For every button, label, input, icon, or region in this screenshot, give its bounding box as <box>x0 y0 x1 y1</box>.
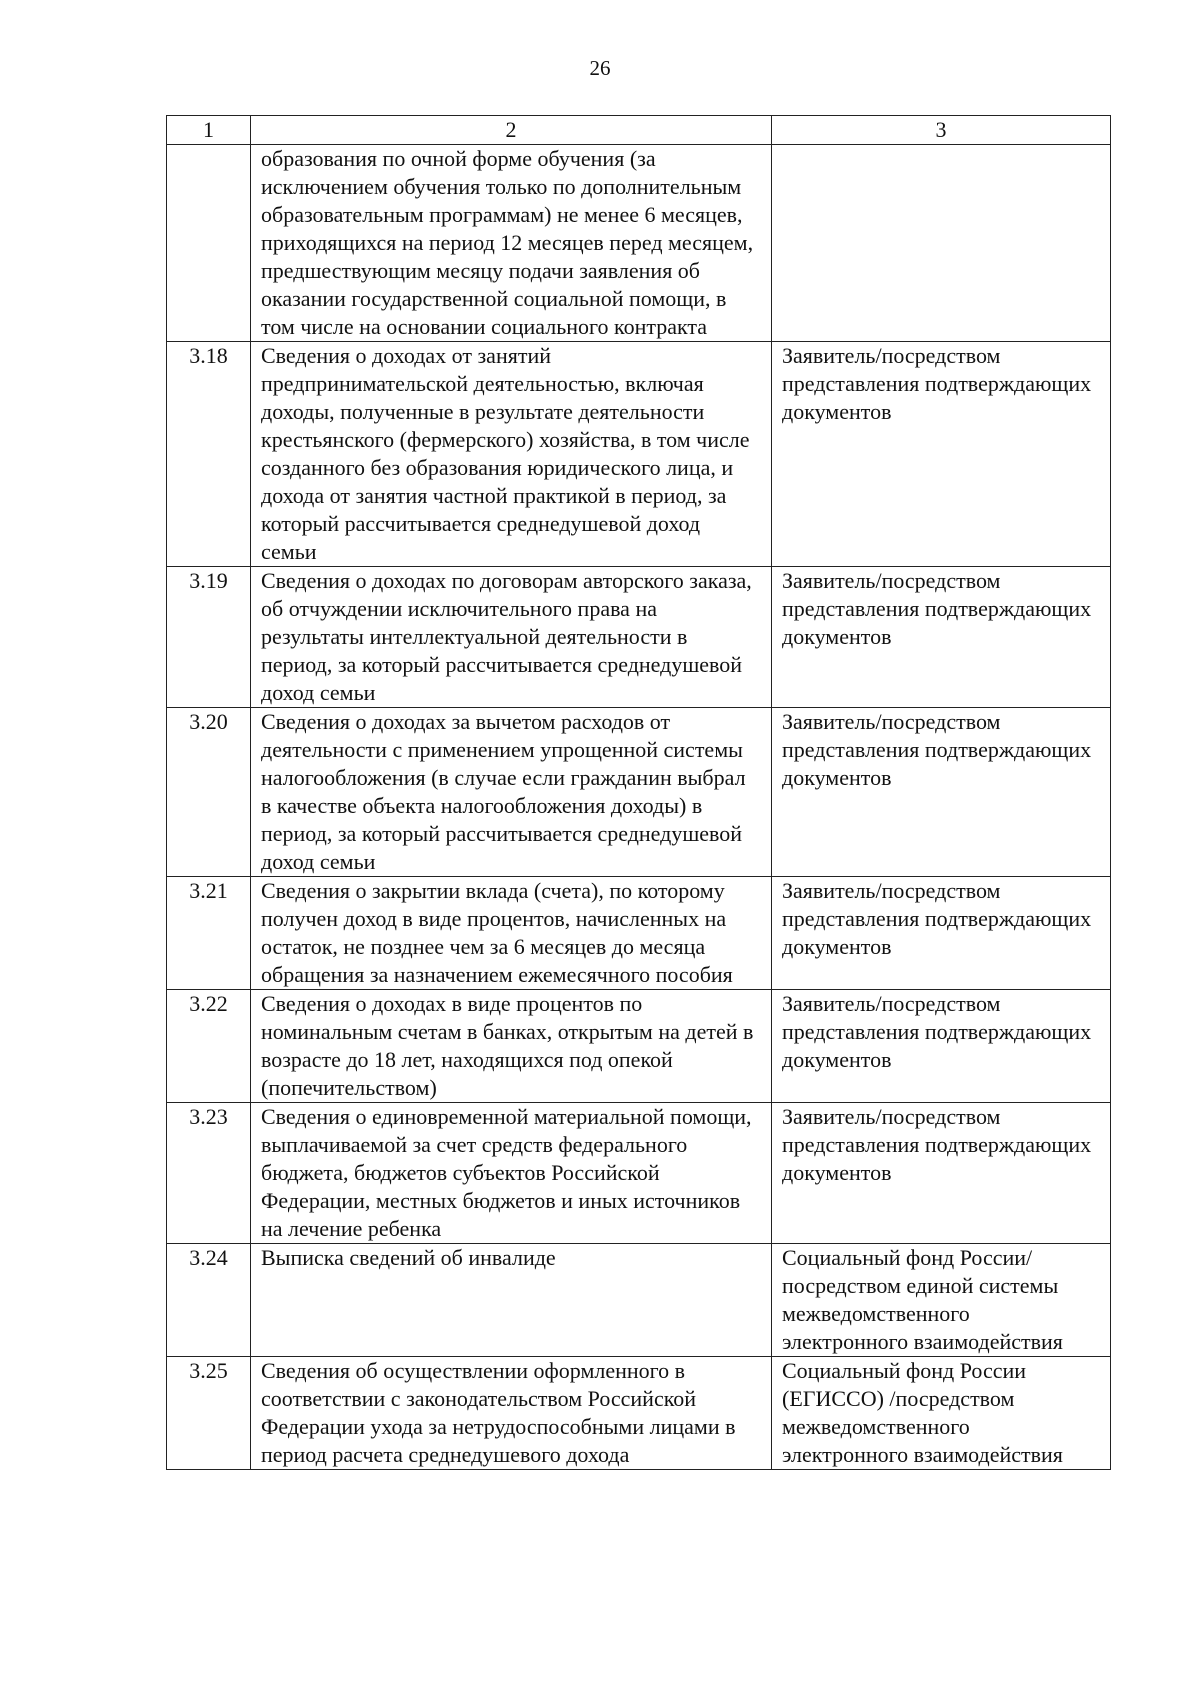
table-row <box>167 708 1111 877</box>
documents-table <box>166 115 1111 1470</box>
table-row <box>167 342 1111 567</box>
table-row <box>167 567 1111 708</box>
row-number: 3.23 <box>167 1103 251 1244</box>
row-description: Сведения о доходах от занятий предпринимательской деятельностью, включая доходы, полученные в результате деятельности крестьянского (фермерского) хозяйства, в том числе созданного без образования юридического лица, и дохода от занятия частной практикой в период, за который рассчитывается среднедушевой доход семьи <box>251 342 772 567</box>
row-number: 3.19 <box>167 567 251 708</box>
table-row <box>167 145 1111 342</box>
row-source: Заявитель/посредством представления подтверждающих документов <box>772 877 1111 990</box>
column-header-1: 1 <box>167 116 251 145</box>
row-description: Выписка сведений об инвалиде <box>251 1244 772 1357</box>
row-number: 3.24 <box>167 1244 251 1357</box>
row-number: 3.22 <box>167 990 251 1103</box>
row-description: Сведения о доходах по договорам авторского заказа, об отчуждении исключительного права на результаты интеллектуальной деятельности в период, за который рассчитывается среднедушевой доход семьи <box>251 567 772 708</box>
row-source: Заявитель/посредством представления подтверждающих документов <box>772 567 1111 708</box>
table-header <box>167 116 1111 145</box>
row-source: Социальный фонд России (ЕГИССО) /посредством межведомственного электронного взаимодействия <box>772 1357 1111 1470</box>
column-header-3: 3 <box>772 116 1111 145</box>
row-number: 3.20 <box>167 708 251 877</box>
row-number: 3.25 <box>167 1357 251 1470</box>
row-number: 3.18 <box>167 342 251 567</box>
row-description: Сведения об осуществлении оформленного в соответствии с законодательством Российской Федерации ухода за нетрудоспособными лицами в период расчета среднедушевого дохода <box>251 1357 772 1470</box>
row-source: Заявитель/посредством представления подтверждающих документов <box>772 708 1111 877</box>
header-row <box>167 116 1111 145</box>
row-number: 3.21 <box>167 877 251 990</box>
table-row <box>167 1244 1111 1357</box>
row-source: Заявитель/посредством представления подтверждающих документов <box>772 342 1111 567</box>
row-source: Социальный фонд России/посредством единой системы межведомственного электронного взаимодействия <box>772 1244 1111 1357</box>
row-description: образования по очной форме обучения (за исключением обучения только по дополнительным образовательным программам) не менее 6 месяцев, приходящихся на период 12 месяцев перед месяцем, предшествующим месяцу подачи заявления об оказании государственной социальной помощи, в том числе на основании социального контракта <box>251 145 772 342</box>
table-body <box>167 145 1111 1470</box>
row-description: Сведения о доходах в виде процентов по номинальным счетам в банках, открытым на детей в возрасте до 18 лет, находящихся под опекой (попечительством) <box>251 990 772 1103</box>
table-row <box>167 990 1111 1103</box>
table-row <box>167 877 1111 990</box>
row-description: Сведения о доходах за вычетом расходов от деятельности с применением упрощенной системы налогообложения (в случае если гражданин выбрал в качестве объекта налогообложения доходы) в период, за который рассчитывается среднедушевой доход семьи <box>251 708 772 877</box>
table-row <box>167 1103 1111 1244</box>
row-source <box>772 145 1111 342</box>
table-row <box>167 1357 1111 1470</box>
page-number: 26 <box>589 56 611 80</box>
row-number <box>167 145 251 342</box>
row-source: Заявитель/посредством представления подтверждающих документов <box>772 1103 1111 1244</box>
row-source: Заявитель/посредством представления подтверждающих документов <box>772 990 1111 1103</box>
row-description: Сведения о закрытии вклада (счета), по которому получен доход в виде процентов, начисленных на остаток, не позднее чем за 6 месяцев до месяца обращения за назначением ежемесячного пособия <box>251 877 772 990</box>
row-description: Сведения о единовременной материальной помощи, выплачиваемой за счет средств федерального бюджета, бюджетов субъектов Российской Федерации, местных бюджетов и иных источников на лечение ребенка <box>251 1103 772 1244</box>
column-header-2: 2 <box>251 116 772 145</box>
